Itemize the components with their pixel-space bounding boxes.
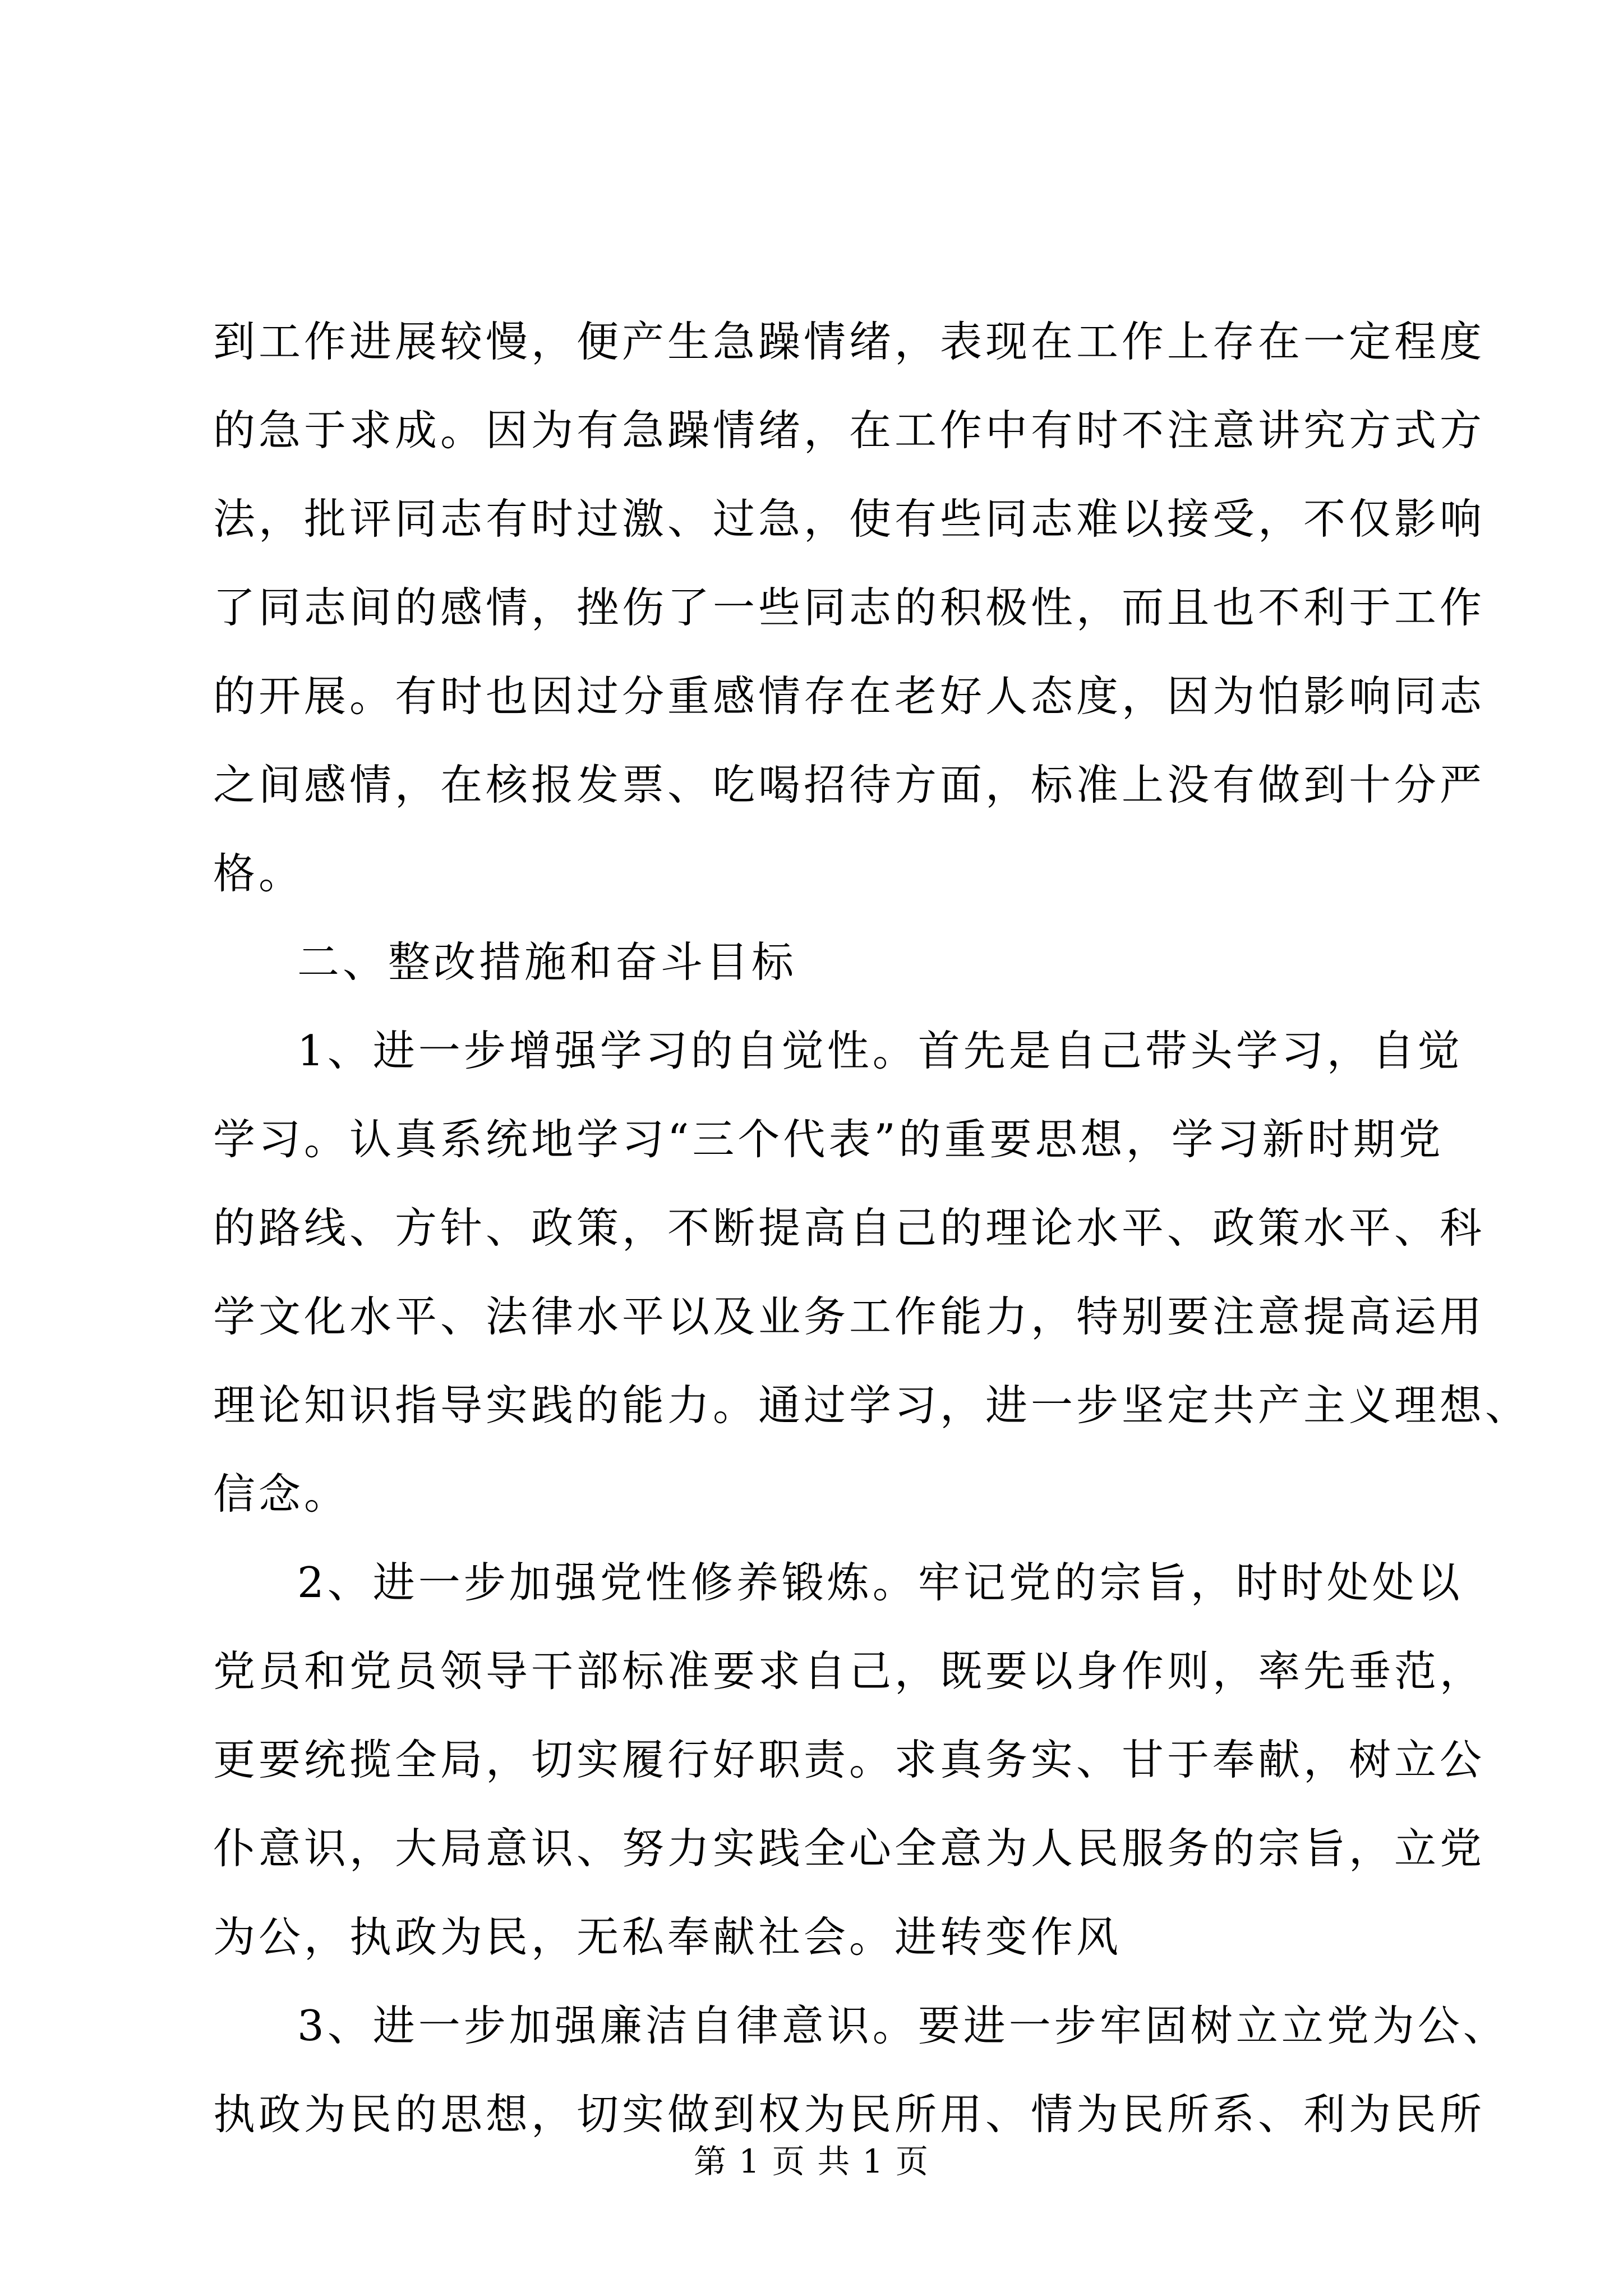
text-line: 党员和党员领导干部标准要求自己，既要以身作则，率先垂范，: [213, 1646, 1486, 1696]
text-line: 更要统揽全局，切实履行好职责。求真务实、甘于奉献，树立公: [213, 1735, 1486, 1784]
text-line: 仆意识，大局意识、努力实践全心全意为人民服务的宗旨，立党: [213, 1824, 1486, 1873]
text-line: 法，批评同志有时过激、过急，使有些同志难以接受，不仅影响: [213, 494, 1486, 544]
text-line: 信念。: [213, 1469, 350, 1519]
document-body: [213, 297, 1531, 2159]
text-line: 执政为民的思想，切实做到权为民所用、情为民所系、利为民所: [213, 2090, 1486, 2139]
section-heading: 二、整改措施和奋斗目标: [297, 937, 797, 987]
text-line: 为公，执政为民，无私奉献社会。进转变作风: [213, 1912, 1122, 1962]
text-line: 的开展。有时也因过分重感情存在老好人态度，因为怕影响同志: [213, 671, 1486, 721]
text-line: 学文化水平、法律水平以及业务工作能力，特别要注意提高运用: [213, 1292, 1486, 1341]
paragraph-start-line: 1、进一步增强学习的自觉性。首先是自己带头学习，自觉: [297, 1026, 1463, 1075]
text-line: 格。: [213, 849, 305, 898]
text-line: 理论知识指导实践的能力。通过学习，进一步坚定共产主义理想、: [213, 1381, 1531, 1430]
text-line: 了同志间的感情，挫伤了一些同志的积极性，而且也不利于工作: [213, 583, 1486, 632]
text-line: 之间感情，在核报发票、吃喝招待方面，标准上没有做到十分严: [213, 760, 1486, 809]
text-line: 学习。认真系统地学习“三个代表”的重要思想，学习新时期党: [213, 1115, 1444, 1164]
paragraph-start-line: 2、进一步加强党性修养锻炼。牢记党的宗旨，时时处处以: [297, 1558, 1463, 1607]
page-number-footer: 第 1 页 共 1 页: [694, 2142, 929, 2180]
paragraph-start-line: 3、进一步加强廉洁自律意识。要进一步牢固树立立党为公、: [297, 2001, 1509, 2050]
text-line: 到工作进展较慢，便产生急躁情绪，表现在工作上存在一定程度: [213, 317, 1486, 366]
text-line: 的急于求成。因为有急躁情绪，在工作中有时不注意讲究方式方: [213, 406, 1486, 455]
text-line: 的路线、方针、政策，不断提高自己的理论水平、政策水平、科: [213, 1203, 1486, 1253]
